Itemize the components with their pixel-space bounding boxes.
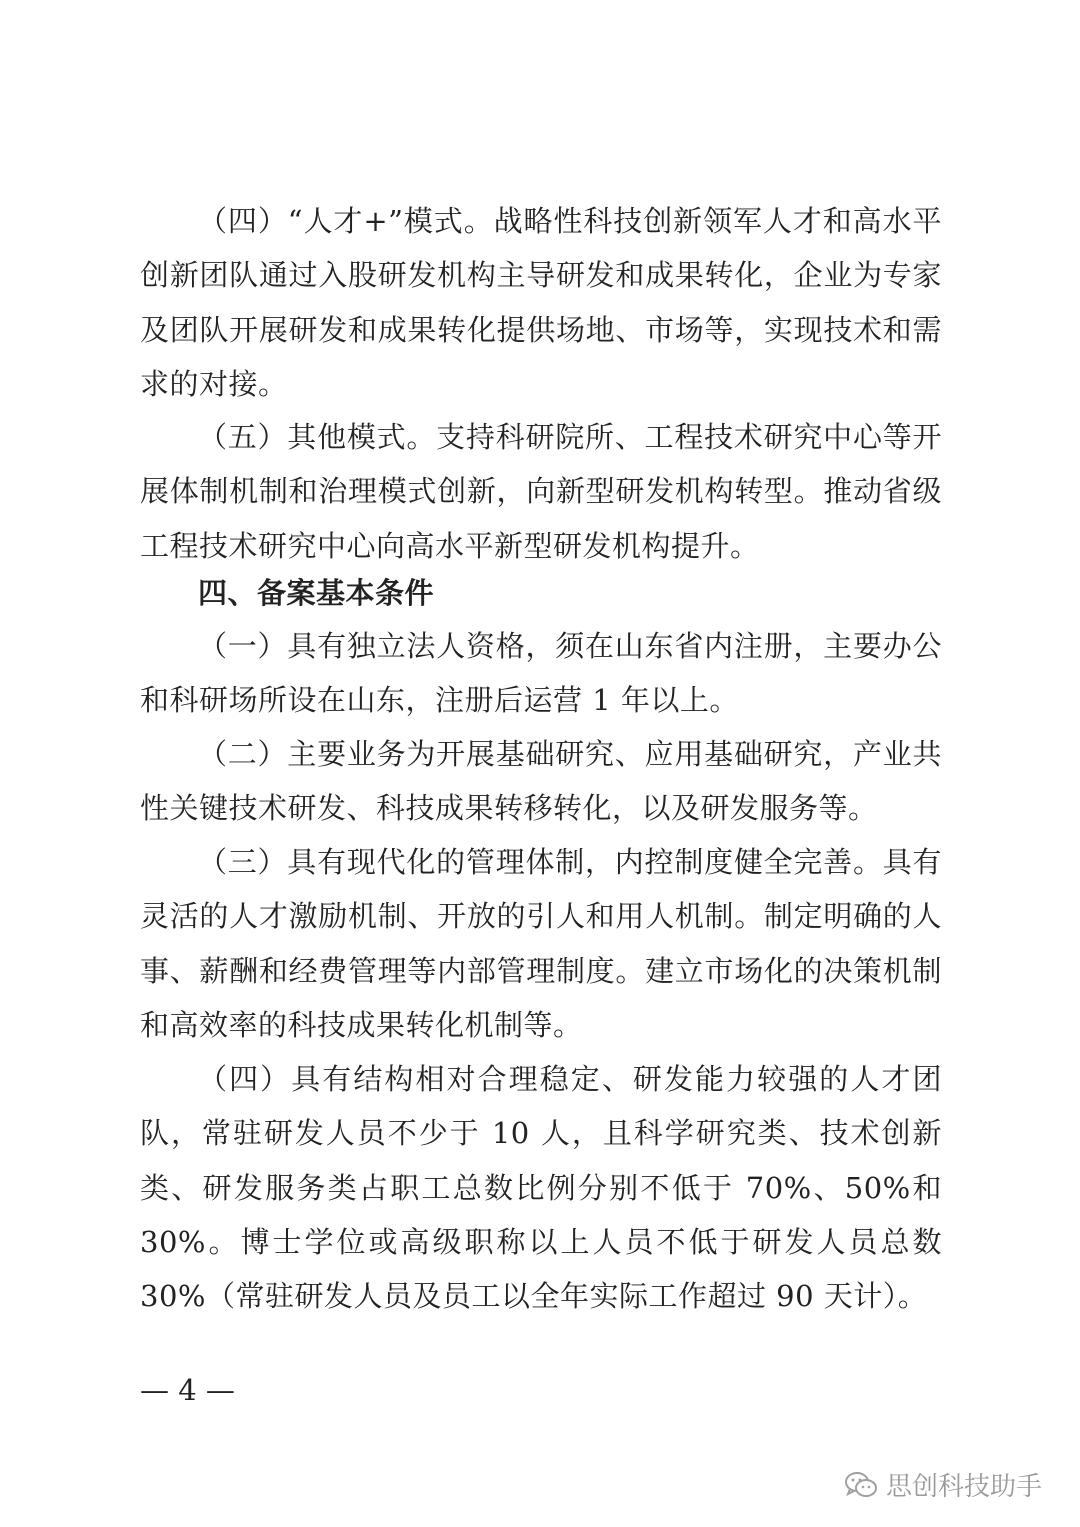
section-heading: 四、备案基本条件 xyxy=(198,576,435,610)
paragraph-condition-4: （四）具有结构相对合理稳定、研发能力较强的人才团队，常驻研发人员不少于 10 人，且科学研究类、技术创新类、研发服务类占职工总数比例分别不低于 70%、50%和 30%。博士学位或高级职称以上人员不低于研发人员总数 30%（常驻研发人员及员工以全年实际工作超过 90 天计）。 xyxy=(140,1062,942,1314)
watermark-text: 思创科技助手 xyxy=(885,1472,1042,1502)
page-number: — 4 — xyxy=(140,1373,235,1407)
watermark xyxy=(844,1466,1042,1503)
paragraph-condition-1: （一）具有独立法人资格，须在山东省内注册，主要办公和科研场所设在山东，注册后运营 1 年以上。 xyxy=(140,629,942,718)
paragraph-condition-3: （三）具有现代化的管理体制，内控制度健全完善。具有灵活的人才激励机制、开放的引人和用人机制。制定明确的人事、薪酬和经费管理等内部管理制度。建立市场化的决策机制和高效率的科技成果转化机制等。 xyxy=(140,845,942,1042)
wechat-icon xyxy=(844,1470,878,1500)
paragraph-talent-mode: （四）“人才+”模式。战略性科技创新领军人才和高水平创新团队通过入股研发机构主导研发和成果转化，企业为专家及团队开展研发和成果转化提供场地、市场等，实现技术和需求的对接。 xyxy=(140,204,942,401)
paragraph-condition-2: （二）主要业务为开展基础研究、应用基础研究，产业共性关键技术研发、科技成果转移转化，以及研发服务等。 xyxy=(140,737,942,826)
paragraph-other-mode: （五）其他模式。支持科研院所、工程技术研究中心等开展体制机制和治理模式创新，向新型研发机构转型。推动省级工程技术研究中心向高水平新型研发机构提升。 xyxy=(140,420,942,563)
